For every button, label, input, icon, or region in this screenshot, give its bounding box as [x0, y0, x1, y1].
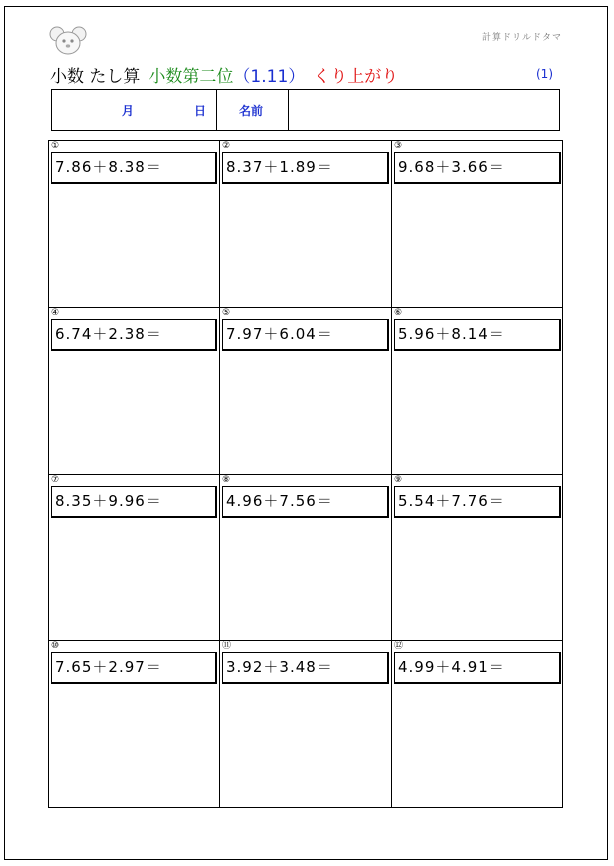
problem-expression: 6.74＋2.38＝ [51, 319, 217, 351]
problem-cell [220, 641, 391, 807]
problem-expression: 9.68＋3.66＝ [394, 152, 561, 184]
problem-cell [49, 308, 219, 474]
problem-number: ⑥ [394, 308, 403, 318]
date-name-box [51, 89, 560, 131]
problem-expression: 5.96＋8.14＝ [394, 319, 561, 351]
problem-number: ④ [51, 308, 60, 318]
problem-expression: 8.37＋1.89＝ [222, 152, 389, 184]
month-label: 月 [122, 104, 135, 118]
problem-number: ⑩ [51, 641, 60, 651]
problem-expression: 7.65＋2.97＝ [51, 652, 217, 684]
problem-expression: 7.86＋8.38＝ [51, 152, 217, 184]
problem-cell [392, 308, 563, 474]
problem-number: ③ [394, 141, 403, 151]
problem-number: ⑦ [51, 475, 60, 485]
problem-cell [220, 141, 391, 307]
problem-expression: 7.97＋6.04＝ [222, 319, 389, 351]
problem-cell [392, 475, 563, 640]
problem-cell [49, 141, 219, 307]
title-range: （1.11） [233, 67, 306, 87]
problem-number: ⑨ [394, 475, 403, 485]
problem-number: ⑧ [222, 475, 231, 485]
problem-number: ① [51, 141, 60, 151]
problem-number: ⑪ [222, 641, 232, 651]
problem-cell [392, 641, 563, 807]
problem-number: ⑤ [222, 308, 231, 318]
problem-cell [49, 641, 219, 807]
name-label: 名前 [239, 104, 264, 118]
page-number: (1) [536, 67, 553, 81]
day-label: 日 [194, 104, 207, 118]
mouse-logo-icon [48, 24, 88, 58]
problem-expression: 4.96＋7.56＝ [222, 486, 389, 518]
name-field[interactable] [296, 100, 546, 120]
title-category: 小数第二位 [148, 67, 234, 87]
problem-cell [49, 475, 219, 640]
problem-expression: 4.99＋4.91＝ [394, 652, 561, 684]
problem-cell [220, 308, 391, 474]
problem-cell [392, 141, 563, 307]
page-title [50, 62, 398, 87]
title-suffix: くり上がり [313, 67, 399, 87]
problem-expression: 3.92＋3.48＝ [222, 652, 389, 684]
brand-label: 計算ドリルドタマ [481, 33, 562, 43]
problem-cell [220, 475, 391, 640]
problem-expression: 8.35＋9.96＝ [51, 486, 217, 518]
title-prefix: 小数 たし算 [50, 67, 141, 87]
divider [288, 90, 289, 130]
problem-expression: 5.54＋7.76＝ [394, 486, 561, 518]
problem-number: ② [222, 141, 231, 151]
problem-grid [48, 140, 563, 808]
problem-number: ⑫ [394, 641, 404, 651]
divider [216, 90, 217, 130]
